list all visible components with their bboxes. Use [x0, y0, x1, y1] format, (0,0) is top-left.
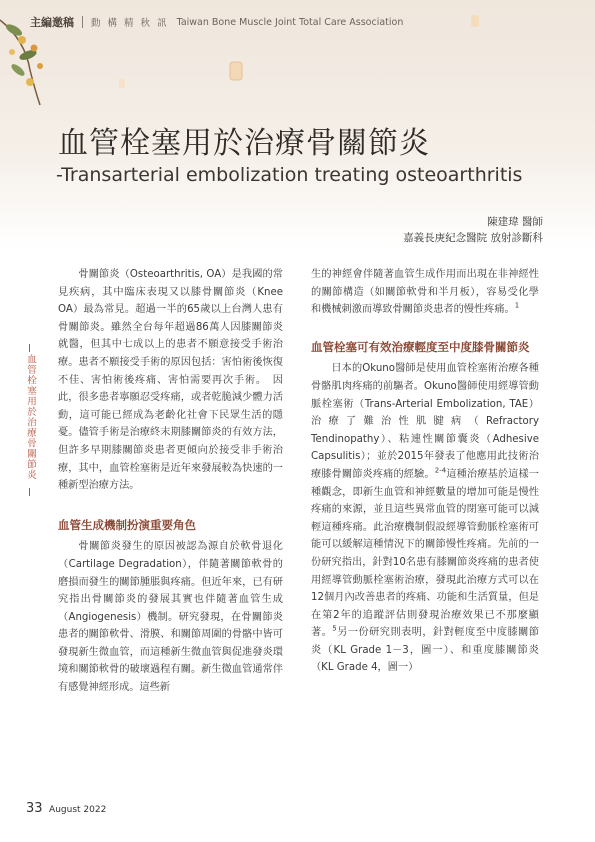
- lantern-icon: [118, 78, 126, 89]
- author-name: 陳建瑋 醫師: [487, 216, 543, 228]
- section-heading: 血管栓塞可有效治療輕度至中度膝骨關節炎: [311, 339, 530, 354]
- article-title: 血管栓塞用於治療骨關節炎: [58, 126, 430, 161]
- article-subtitle: -Transarterial embolization treating osteoarthritis: [56, 164, 523, 186]
- left-column: [58, 266, 283, 697]
- body-text: 日本的Okuno醫師是使用血管栓塞術治療各種骨骼肌肉疼痛的前驅者。Okuno醫師使用經導管動脈栓塞術（Trans-Arterial Embolization, TAE）治療了難治性肌腱病（Refractory Tendinopathy）、粘連性關節囊炎（Adhesive Capsulitis）；並於2015年發表了他應用此技術治療膝骨關節炎疼痛的經驗。: [311, 363, 539, 480]
- divider: [82, 16, 83, 28]
- issue-date: August 2022: [49, 805, 107, 815]
- body-paragraph: [311, 360, 539, 677]
- intro-paragraph: 骨關節炎（Osteoarthritis, OA）是我國的常見疾病，其中臨床表現又以膝骨關節炎（Knee OA）最為常見。超過一半的65歲以上台灣人患有骨關節炎。雖然全台每年超過86萬人因膝關節炎就醫，但其中七成以上的患者不願意接受手術治療。患者不願接受手術的原因包括：害怕術後恢復不佳、害怕術後疼痛、害怕需要再次手術。 因此，很多患者寧願忍受疼痛，或者乾脆減少體力活動，這可能已經成為老齡化社會下民眾生活的隱憂。儘管手術是治療終末期膝關節炎的有效方法，但許多早期膝關節炎患者更傾向於接受非手術治療，其中，血管栓塞術是近年來發展較為快速的一種新型治療方法。: [58, 269, 283, 492]
- body-paragraph: 骨關節炎發生的原因被認為源自於軟骨退化（Cartilage Degradation），伴隨著關節軟骨的磨損而發生的關節腫脹與疼痛。但近年來，已有研究指出骨關節炎的發展其實也伴隨著血管生成（Angiogenesis）機制。研究發現，在骨關節炎患者的關節軟骨、滑膜、和關節周圍的骨骼中皆可發現新生微血管，而這種新生微血管與促進發炎環境和關節軟骨的破壞過程有關。新生微血管通常伴有感覺神經形成。這些新: [58, 541, 283, 694]
- continued-paragraph: [311, 266, 539, 319]
- side-label-line: [29, 344, 30, 352]
- right-column: [311, 266, 539, 677]
- body-text: 另一份研究則表明，針對輕度至中度膝關節炎（KL Grade 1－3，圖一）、和重度膝關節炎（KL Grade 4，圖一）: [311, 627, 540, 674]
- header-bar: [30, 12, 403, 32]
- lantern-icon: [470, 14, 480, 28]
- reference-mark: 2-4: [434, 466, 447, 475]
- reference-mark: 1: [514, 301, 520, 310]
- reference-mark: 5: [332, 624, 337, 633]
- body-text: 這種治療基於這樣一種觀念，即新生血管和神經數量的增加可能是慢性疼痛的來源，並且這些異常血管的閉塞可能可以減輕這種疼痛。此治療機制假設經導管動脈栓塞術可能可以緩解這種情況下的關節慢性疼痛。先前的一份研究指出，針對10名患有膝關節炎疼痛的患者使用經導管動脈栓塞術治療，發現此治療方式可以在12個月內改善患者的疼痛、功能和生活質量，但是在第2年的追蹤評估則發現治療效果已不那麼顯著。: [311, 468, 539, 639]
- journal-name-cn: 動 構 精 秋 訊: [91, 18, 169, 29]
- author-affiliation: 嘉義長庚紀念醫院 放射診斷科: [403, 232, 543, 244]
- side-label: 血管栓塞用於治療骨關節炎: [25, 354, 36, 480]
- continued-text: 生的神經會伴隨著血管生成作用而出現在非神經性的關節構造（如關節軟骨和半月板），容易受化學和機械刺激而導致骨關節炎患者的慢性疼痛。: [311, 269, 539, 316]
- journal-name-en: Taiwan Bone Muscle Joint Total Care Association: [176, 16, 404, 28]
- section-tag: 主編邀稿: [30, 16, 74, 29]
- section-heading: 血管生成機制扮演重要角色: [58, 517, 196, 532]
- side-label-line: [29, 488, 30, 496]
- page-footer: [26, 801, 106, 816]
- lantern-icon: [228, 60, 244, 82]
- author-block: [403, 214, 543, 246]
- page-number: 33: [26, 801, 43, 816]
